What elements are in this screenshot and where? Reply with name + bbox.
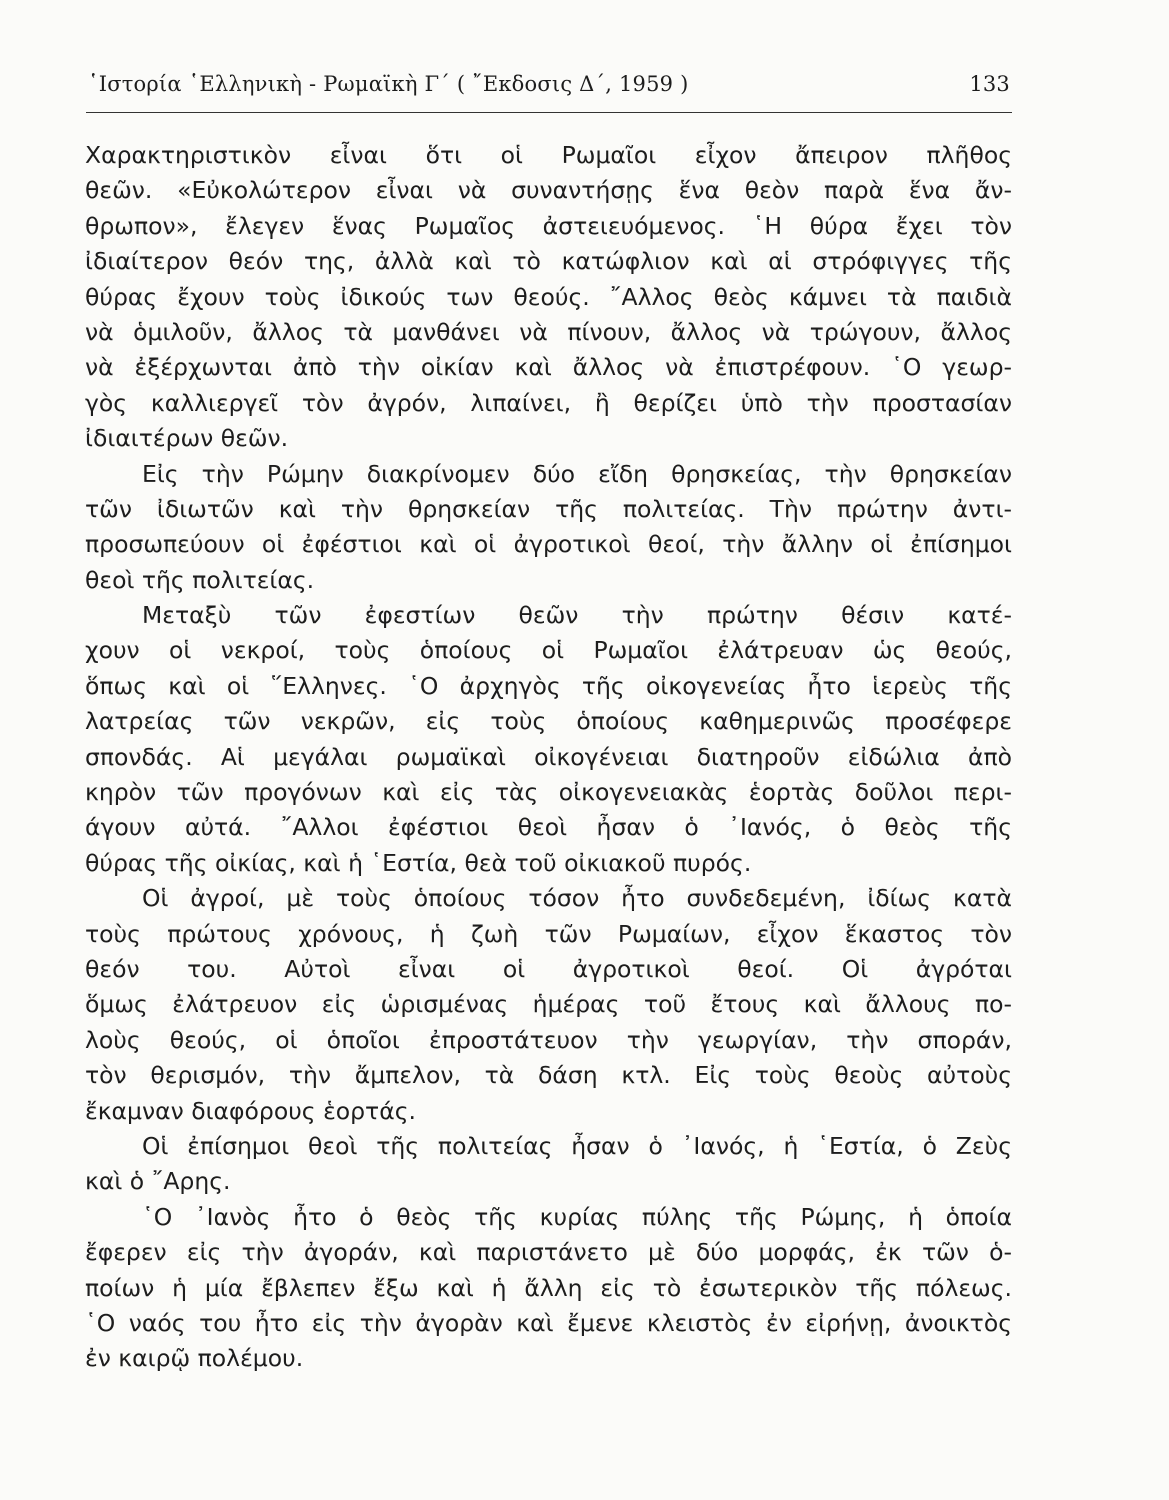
text-line: λοὺς θεούς, οἱ ὁποῖοι ἐπροστάτευον τὴν γεωργίαν, τὴν σποράν, [85,1025,1012,1054]
text-line: Μεταξὺ τῶν ἐφεστίων θεῶν τὴν πρώτην θέσιν κατέ- [142,601,1012,630]
text-line: Οἱ ἐπίσημοι θεοὶ τῆς πολιτείας ἦσαν ὁ ᾿Ιανός, ἡ ῾Εστία, ὁ Ζεὺς [142,1131,1012,1160]
text-line: τῶν ἰδιωτῶν καὶ τὴν θρησκείαν τῆς πολιτείας. Τὴν πρώτην ἀντι- [85,494,1012,523]
text-line: ἐν καιρῷ πολέμου. [85,1344,304,1373]
text-line: καὶ ὁ ῎Αρης. [85,1167,231,1196]
text-line: ὅμως ἐλάτρευον εἰς ὡρισμένας ἡμέρας τοῦ ἔτους καὶ ἄλλους πο- [85,990,1012,1019]
text-line: προσωπεύουν οἱ ἐφέστιοι καὶ οἱ ἀγροτικοὶ θεοί, τὴν ἄλλην οἱ ἐπίσημοι [85,530,1012,559]
text-line: ἰδιαιτέρων θεῶν. [85,424,289,453]
header-rule [86,112,1012,113]
text-line: ῾Ο ᾿Ιανὸς ἦτο ὁ θεὸς τῆς κυρίας πύλης τῆς Ρώμης, ἡ ὁποία [142,1202,1012,1231]
text-line: Εἰς τὴν Ρώμην διακρίνομεν δύο εἴδη θρησκείας, τὴν θρησκείαν [142,459,1012,488]
text-line: σπονδάς. Αἱ μεγάλαι ρωμαϊκαὶ οἰκογένειαι διατηροῦν εἰδώλια ἀπὸ [85,742,1012,771]
text-line: ἔφερεν εἰς τὴν ἀγοράν, καὶ παριστάνετο μὲ δύο μορφάς, ἐκ τῶν ὁ- [85,1238,1012,1267]
text-line: νὰ ἐξέρχωνται ἀπὸ τὴν οἰκίαν καὶ ἄλλος νὰ ἐπιστρέφουν. ῾Ο γεωρ- [85,353,1012,382]
text-line: άγουν αὐτά. ῎Αλλοι ἐφέστιοι θεοὶ ἦσαν ὁ ᾿Ιανός, ὁ θεὸς τῆς [85,813,1012,842]
text-line: χουν οἱ νεκροί, τοὺς ὁποίους οἱ Ρωμαῖοι ἐλάτρευαν ὡς θεούς, [85,636,1012,665]
text-line: κηρὸν τῶν προγόνων καὶ εἰς τὰς οἰκογενειακὰς ἑορτὰς δοῦλοι περι- [85,778,1012,807]
text-line: θρωπον», ἔλεγεν ἕνας Ρωμαῖος ἀστειευόμενος. ῾Η θύρα ἔχει τὸν [85,211,1012,240]
text-line: νὰ ὁμιλοῦν, ἄλλος τὰ μανθάνει νὰ πίνουν, ἄλλος νὰ τρώγουν, ἄλλος [85,317,1012,346]
text-line: λατρείας τῶν νεκρῶν, εἰς τοὺς ὁποίους καθημερινῶς προσέφερε [85,707,1012,736]
text-line: τοὺς πρώτους χρόνους, ἡ ζωὴ τῶν Ρωμαίων, εἶχον ἕκαστος τὸν [85,919,1012,948]
text-line: Χαρακτηριστικὸν εἶναι ὅτι οἱ Ρωμαῖοι εἶχον ἄπειρον πλῆθος [85,141,1012,169]
text-line: ποίων ἡ μία ἔβλεπεν ἔξω καὶ ἡ ἄλλη εἰς τὸ ἐσωτερικὸν τῆς πόλεως. [85,1273,1012,1302]
running-header [88,72,1010,104]
text-line: ῾Ο ναός του ἦτο εἰς τὴν ἀγορὰν καὶ ἔμενε κλειστὸς ἐν εἰρήνῃ, ἀνοικτὸς [85,1308,1012,1337]
text-line: ἰδιαίτερον θεόν της, ἀλλὰ καὶ τὸ κατώφλιον καὶ αἱ στρόφιγγες τῆς [85,247,1012,276]
text-line: θύρας ἔχουν τοὺς ἰδικούς των θεούς. ῎Αλλος θεὸς κάμνει τὰ παιδιὰ [85,282,1012,311]
book-title: ῾Ιστορία ῾Ελληνικὴ - Ρωμαϊκὴ Γ΄ ( ῎Εκδοσις Δ΄, 1959 ) [88,72,689,96]
text-line: ὅπως καὶ οἱ ῞Ελληνες. ῾Ο ἀρχηγὸς τῆς οἰκογενείας ἦτο ἱερεὺς τῆς [85,671,1012,700]
page-number: 133 [969,72,1010,96]
text-line: γὸς καλλιεργεῖ τὸν ἀγρόν, λιπαίνει, ἢ θερίζει ὑπὸ τὴν προστασίαν [85,388,1012,417]
text-line: θεοὶ τῆς πολιτείας. [85,565,315,594]
page-body [85,138,1012,1377]
text-line: θύρας τῆς οἰκίας, καὶ ἡ ῾Εστία, θεὰ τοῦ οἰκιακοῦ πυρός. [85,848,752,877]
text-line: θεῶν. «Εὐκολώτερον εἶναι νὰ συναντήσῃς ἕνα θεὸν παρὰ ἕνα ἄν- [85,176,1012,205]
text-line: Οἱ ἀγροί, μὲ τοὺς ὁποίους τόσον ἦτο συνδεδεμένη, ἰδίως κατὰ [142,884,1012,913]
text-line: θεόν του. Αὐτοὶ εἶναι οἱ ἀγροτικοὶ θεοί. Οἱ ἀγρόται [85,954,1012,983]
text-line: τὸν θερισμόν, τὴν ἄμπελον, τὰ δάση κτλ. Εἰς τοὺς θεοὺς αὐτοὺς [85,1061,1012,1090]
text-line: ἔκαμναν διαφόρους ἑορτάς. [85,1096,416,1125]
